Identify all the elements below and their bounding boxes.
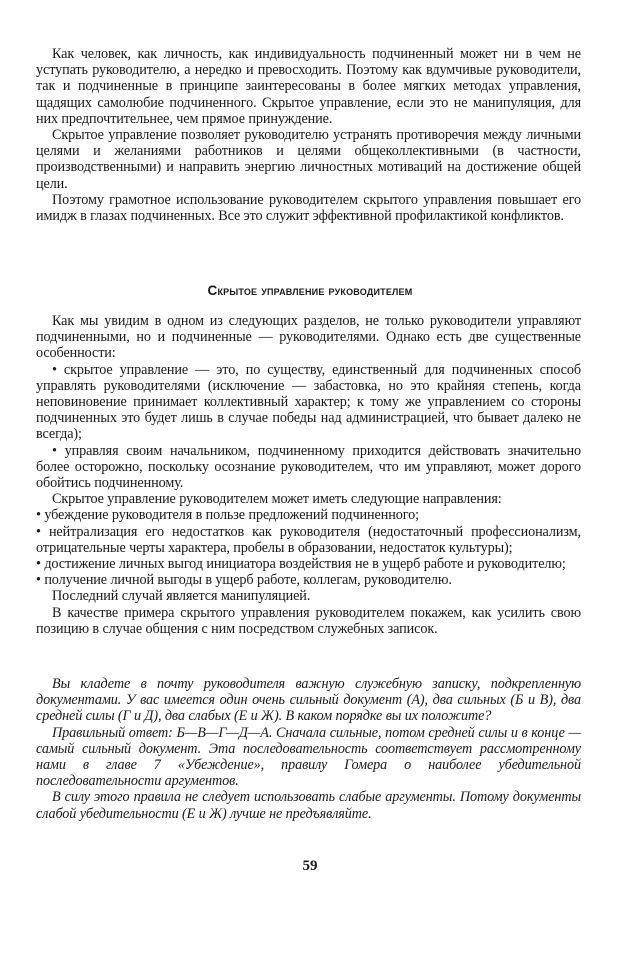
main-section	[36, 313, 581, 637]
paragraph: Поэтому грамотное использование руководителем скрытого управления повышает его имидж в глазах подчиненных. Все это служит эффективной профилактикой конфликтов.	[36, 191, 581, 225]
paragraph: Скрытое управление руководителем может иметь следующие направления:	[52, 491, 502, 508]
paragraph: Последний случай является манипуляцией.	[52, 588, 311, 605]
italic-paragraph: Вы кладете в почту руководителя важную служебную записку, подкрепленную документами. У вас имеется один очень сильный документ (А), два сильных (Б и В), два средней силы (Г и Д), два слабых (Е и Ж). В каком порядке вы их положите?	[36, 676, 581, 725]
italic-paragraph: Правильный ответ: Б—В—Г—Д—А. Сначала сильные, потом средней силы и в конце — самый сильный документ. Эта последовательность соответствует рассмотренному нами в главе 7 «Убеждение», правилу Гомера о наиболее убедительной последовательности аргументов.	[36, 724, 581, 790]
example-section	[36, 676, 581, 822]
paragraph: Как человек, как личность, как индивидуальность подчиненный может ни в чем не уступать руководителю, а нередко и превосходить. Поэтому как вдумчивые руководители, так и подчиненные в принципе заинтересованы в более мягких методах управления, щадящих самолюбие подчиненного. Скрытое управление, если это не манипуляция, для них предпочтительнее, чем прямое принуждение.	[36, 46, 581, 127]
bullet-item: • убеждение руководителя в пользе предложений подчиненного;	[36, 507, 419, 524]
bullet-item: • скрытое управление — это, по существу, единственный для подчиненных способ управлять руководителями (исключение — забастовка, но это крайняя степень, когда неповиновение принимает коллективный характер; к тому же управлением со стороны подчиненных это будет лишь в случае победы над администрацией, что бывает далеко не всегда);	[36, 361, 581, 443]
paragraph: Скрытое управление позволяет руководителю устранять противоречия между личными целями и желаниями работников и целями общеколлективными (в частности, производственными) и направить энергию личностных мотиваций на достижение общей цели.	[36, 127, 581, 192]
bullet-item: • получение личной выгоды в ущерб работе, коллегам, руководителю.	[36, 572, 452, 589]
paragraph: В качестве примера скрытого управления руководителем покажем, как усилить свою позицию в случае общения с ним посредством служебных записок.	[36, 604, 581, 637]
page-number: 59	[302, 858, 318, 874]
section-heading: Скрытое управление руководителем	[207, 283, 413, 298]
bullet-item: • нейтрализация его недостатков как руководителя (недостаточный профессионализм, отрицательные черты характера, пробелы в образовании, недостаток культуры);	[36, 523, 581, 556]
italic-paragraph: В силу этого правила не следует использовать слабые аргументы. Потому документы слабой убедительности (Е и Ж) лучше не предъявляйте.	[36, 789, 581, 822]
bullet-item: • достижение личных выгод инициатора воздействия не в ущерб работе и руководителю;	[36, 556, 566, 573]
bullet-item: • управляя своим начальником, подчиненному приходится действовать значительно более осторожно, поскольку осознание руководителем, что им управляют, может дорого обойтись подчиненному.	[36, 442, 581, 492]
intro-section	[36, 46, 581, 224]
paragraph: Как мы увидим в одном из следующих разделов, не только руководители управляют подчиненными, но и подчиненные — руководителями. Однако есть две существенные особенности:	[36, 313, 581, 362]
